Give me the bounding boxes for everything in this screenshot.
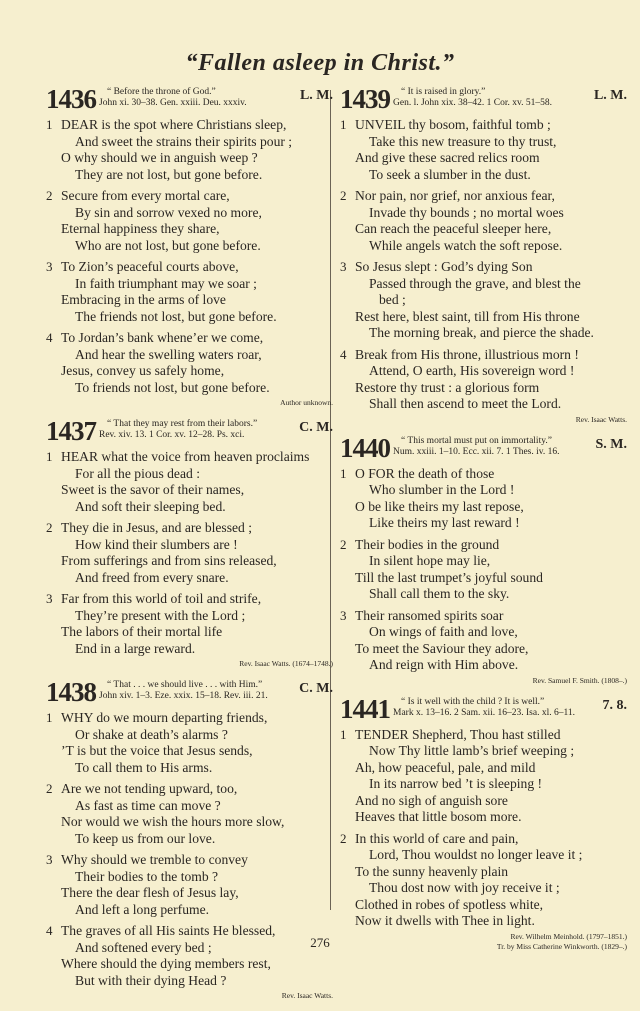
verse-line: Attend, O earth, His sovereign word ! bbox=[369, 363, 575, 378]
verse-line: Thou dost now with joy receive it ; bbox=[369, 880, 560, 895]
verse-line: O why should we in anguish weep ? bbox=[61, 150, 258, 165]
stanza-number: 2 bbox=[340, 536, 347, 552]
stanza-number: 3 bbox=[340, 259, 347, 274]
hymn-references bbox=[393, 435, 592, 458]
verse-line: To friends not lost, but gone before. bbox=[75, 379, 270, 395]
stanza bbox=[46, 781, 333, 847]
stanza bbox=[46, 591, 333, 657]
verse-line: O FOR the death of those bbox=[355, 465, 495, 481]
stanza bbox=[340, 259, 627, 342]
left-column bbox=[46, 86, 333, 1011]
verse-line: And hear the swelling waters roar, bbox=[75, 346, 262, 362]
stanza-number: 4 bbox=[46, 923, 53, 938]
verse-line: Like theirs my last reward ! bbox=[369, 515, 520, 530]
verse-line: There the dear flesh of Jesus lay, bbox=[61, 885, 239, 900]
verse-line: And softened every bed ; bbox=[75, 939, 212, 955]
hymn-author: Rev. Isaac Watts. bbox=[281, 991, 333, 1000]
verse-line: Sweet is the savor of their names, bbox=[61, 482, 245, 497]
stanza-number: 3 bbox=[46, 259, 53, 274]
verse-line: Nor pain, nor grief, nor anxious fear, bbox=[355, 188, 555, 203]
hymn bbox=[46, 679, 333, 1001]
verse-line: Are we not tending upward, too, bbox=[61, 781, 238, 796]
stanza-lines bbox=[61, 520, 333, 586]
hymn-epigraph: “ It is raised in glory.” bbox=[401, 87, 486, 97]
hymn-author: Rev. Isaac Watts. (1674–1748.) bbox=[239, 659, 333, 668]
stanza-number: 1 bbox=[340, 117, 347, 132]
verse-line: As fast as time can move ? bbox=[75, 797, 221, 813]
verse-line: In silent hope may lie, bbox=[369, 553, 491, 568]
stanza-lines bbox=[61, 449, 333, 515]
stanza bbox=[340, 608, 627, 674]
stanza bbox=[46, 188, 333, 254]
stanza bbox=[340, 466, 627, 532]
hymn-epigraph: “ This mortal must put on immortality.” bbox=[401, 435, 552, 446]
hymn bbox=[340, 432, 627, 686]
hymn-number: 1436 bbox=[46, 84, 96, 114]
hymn-epigraph: “ That they may rest from their labors.” bbox=[107, 419, 258, 429]
hymn-meter: 7. 8. bbox=[602, 697, 627, 713]
stanza bbox=[340, 188, 627, 254]
hymn-translator: Tr. by Miss Catherine Winkworth. (1829–.) bbox=[496, 941, 627, 951]
verse-line: To keep us from our love. bbox=[75, 830, 216, 846]
verse-line: And give these sacred relics room bbox=[355, 150, 540, 165]
hymn-epigraph: “ That . . . we should live . . . with Him.” bbox=[107, 680, 263, 690]
verse-line: DEAR is the spot where Christians sleep, bbox=[61, 117, 287, 132]
stanza bbox=[46, 449, 333, 515]
verse-line: Restore thy trust : a glorious form bbox=[355, 379, 540, 395]
hymn-scripture: Gen. l. John xix. 38–42. 1 Cor. xv. 51–58. bbox=[393, 98, 553, 108]
hymn-number: 1441 bbox=[340, 693, 390, 724]
hymn-number: 1438 bbox=[46, 677, 96, 707]
hymn-scripture: John xiv. 1–3. Eze. xxix. 15–18. Rev. iii. 21. bbox=[99, 691, 268, 701]
verse-line: Who are not lost, but gone before. bbox=[75, 237, 261, 253]
hymn-meter: C. M. bbox=[299, 681, 333, 696]
stanza-lines bbox=[61, 188, 333, 254]
hymn-scripture: Mark x. 13–16. 2 Sam. xii. 16–23. Isa. xl. 6–11. bbox=[393, 707, 575, 718]
hymn bbox=[46, 418, 333, 669]
verse-line: And sweet the strains their spirits pour ; bbox=[75, 133, 293, 149]
verse-line: Clothed in robes of spotless white, bbox=[355, 896, 544, 912]
stanza bbox=[46, 117, 333, 183]
verse-line: ’T is but the voice that Jesus sends, bbox=[61, 743, 253, 758]
stanza-lines bbox=[355, 188, 627, 254]
verse-line: Can reach the peaceful sleeper here, bbox=[355, 221, 552, 236]
stanza-number: 3 bbox=[46, 852, 53, 867]
verse-line: End in a large reward. bbox=[75, 640, 196, 656]
verse-line: Far from this world of toil and strife, bbox=[61, 591, 262, 606]
stanza-lines bbox=[61, 591, 333, 657]
verse-line: And soft their sleeping bed. bbox=[75, 498, 226, 514]
verse-line: On wings of faith and love, bbox=[369, 624, 518, 639]
verse-line: Now it dwells with Thee in light. bbox=[355, 913, 535, 928]
verse-line: HEAR what the voice from heaven proclaims bbox=[61, 449, 310, 464]
verse-line: While angels watch the soft repose. bbox=[369, 237, 563, 253]
hymn bbox=[46, 86, 333, 408]
verse-line: Heaves that little bosom more. bbox=[355, 809, 522, 824]
hymn-meter: L. M. bbox=[299, 88, 333, 103]
hymn bbox=[340, 86, 627, 425]
hymn-number: 1437 bbox=[46, 416, 96, 446]
verse-line: To Zion’s peaceful courts above, bbox=[61, 259, 239, 274]
stanza-number: 2 bbox=[46, 520, 53, 535]
hymn-scripture: Rev. xiv. 13. 1 Cor. xv. 12–28. Ps. xci. bbox=[99, 430, 245, 440]
verse-line: And reign with Him above. bbox=[369, 657, 519, 672]
verse-line: So Jesus slept : God’s dying Son bbox=[355, 259, 533, 274]
verse-line: Their bodies to the tomb ? bbox=[75, 868, 219, 884]
hymn-number: 1439 bbox=[340, 84, 390, 114]
hymn-epigraph: “ Is it well with the child ? It is well.” bbox=[401, 696, 545, 707]
stanza-lines bbox=[61, 710, 333, 776]
verse-line: To the sunny heavenly plain bbox=[355, 863, 509, 879]
stanza bbox=[340, 831, 627, 930]
verse-line: Now Thy little lamb’s brief weeping ; bbox=[369, 743, 575, 758]
hymn-meter: C. M. bbox=[299, 420, 333, 435]
verse-line: And no sigh of anguish sore bbox=[355, 792, 508, 808]
stanza bbox=[340, 347, 627, 413]
hymn-number: 1440 bbox=[340, 432, 390, 463]
verse-line: In faith triumphant may we soar ; bbox=[75, 275, 257, 291]
hymn-meter: L. M. bbox=[593, 88, 627, 103]
stanza-lines bbox=[61, 923, 333, 989]
verse-line: TENDER Shepherd, Thou hast stilled bbox=[355, 726, 561, 742]
stanza-number: 1 bbox=[340, 465, 347, 481]
stanza-number: 4 bbox=[46, 330, 53, 345]
verse-line: In its narrow bed ’t is sleeping ! bbox=[369, 776, 543, 791]
stanza-lines bbox=[355, 117, 627, 183]
verse-line: Secure from every mortal care, bbox=[61, 188, 230, 203]
verse-line: They’re present with the Lord ; bbox=[75, 607, 246, 623]
hymn-scripture: John xi. 30–38. Gen. xxiii. Deu. xxxiv. bbox=[99, 98, 247, 108]
verse-line: Lord, Thou wouldst no longer leave it ; bbox=[369, 847, 583, 862]
stanza-number: 2 bbox=[46, 781, 53, 796]
stanza-number: 1 bbox=[46, 449, 53, 464]
verse-line: The labors of their mortal life bbox=[61, 624, 223, 639]
hymn-author: Rev. Wilhelm Meinhold. (1797–1851.) bbox=[510, 931, 627, 941]
hymn-header bbox=[46, 418, 333, 444]
verse-line: Eternal happiness they share, bbox=[61, 221, 220, 236]
stanza-lines bbox=[355, 537, 627, 603]
stanza-lines bbox=[61, 781, 333, 847]
hymn-author: Author unknown. bbox=[280, 398, 333, 407]
stanza bbox=[46, 710, 333, 776]
verse-line: UNVEIL thy bosom, faithful tomb ; bbox=[355, 117, 551, 132]
verse-line: For all the pious dead : bbox=[75, 465, 200, 481]
hymn-header bbox=[46, 679, 333, 705]
verse-line: And freed from every snare. bbox=[75, 569, 229, 585]
stanza-number: 1 bbox=[340, 726, 347, 742]
verse-line: Till the last trumpet’s joyful sound bbox=[355, 569, 543, 585]
hymn-header bbox=[46, 86, 333, 112]
stanza-lines bbox=[355, 727, 627, 826]
hymn-references bbox=[99, 86, 296, 109]
verse-line: Who slumber in the Lord ! bbox=[369, 482, 515, 497]
verse-line: And left a long perfume. bbox=[75, 901, 210, 917]
verse-line: O be like theirs my last repose, bbox=[355, 498, 524, 514]
verse-line: Their bodies in the ground bbox=[355, 536, 500, 552]
verse-line: bed ; bbox=[379, 292, 406, 307]
hymn-scripture: Num. xxiii. 1–10. Ecc. xii. 7. 1 Thes. iv. 16. bbox=[393, 446, 560, 457]
hymn-meter: S. M. bbox=[595, 436, 627, 452]
stanza bbox=[46, 330, 333, 396]
right-column bbox=[340, 86, 627, 962]
verse-line: The morning break, and pierce the shade. bbox=[369, 325, 594, 340]
stanza-lines bbox=[61, 259, 333, 325]
hymn-header bbox=[340, 432, 627, 463]
hymn-references bbox=[99, 679, 295, 702]
verse-line: WHY do we mourn departing friends, bbox=[61, 710, 268, 725]
hymn-references bbox=[393, 86, 590, 109]
verse-line: The graves of all His saints He blessed, bbox=[61, 923, 276, 938]
verse-line: Nor would we wish the hours more slow, bbox=[61, 814, 285, 829]
verse-line: Invade thy bounds ; no mortal woes bbox=[369, 204, 564, 220]
stanza bbox=[46, 259, 333, 325]
verse-line: The friends not lost, but gone before. bbox=[75, 308, 277, 324]
verse-line: Rest here, blest saint, till from His throne bbox=[355, 308, 580, 324]
stanza-number: 1 bbox=[46, 710, 53, 725]
verse-line: They are not lost, but gone before. bbox=[75, 166, 263, 182]
stanza-number: 1 bbox=[46, 117, 53, 132]
hymn-header bbox=[340, 693, 627, 724]
verse-line: To Jordan’s bank whene’er we come, bbox=[61, 330, 264, 345]
stanza-lines bbox=[61, 330, 333, 396]
hymn-references bbox=[99, 418, 295, 441]
stanza-lines bbox=[355, 347, 627, 413]
stanza-number: 3 bbox=[340, 607, 347, 623]
verse-line: To seek a slumber in the dust. bbox=[369, 166, 531, 182]
verse-line: Their ransomed spirits soar bbox=[355, 607, 504, 623]
verse-line: Embracing in the arms of love bbox=[61, 292, 226, 307]
verse-line: In this world of care and pain, bbox=[355, 830, 519, 846]
stanza bbox=[46, 520, 333, 586]
stanza-lines bbox=[355, 608, 627, 674]
verse-line: But with their dying Head ? bbox=[75, 972, 227, 988]
verse-line: Ah, how peaceful, pale, and mild bbox=[355, 759, 536, 775]
verse-line: By sin and sorrow vexed no more, bbox=[75, 204, 262, 220]
hymn-author: Rev. Isaac Watts. bbox=[575, 414, 627, 424]
stanza bbox=[340, 727, 627, 826]
verse-line: From sufferings and from sins released, bbox=[61, 553, 277, 568]
stanza-number: 2 bbox=[340, 830, 347, 846]
stanza bbox=[46, 852, 333, 918]
verse-line: Shall call them to the sky. bbox=[369, 586, 510, 601]
hymn-references bbox=[393, 696, 599, 719]
verse-line: Take this new treasure to thy trust, bbox=[369, 133, 557, 149]
verse-line: They die in Jesus, and are blessed ; bbox=[61, 520, 253, 535]
stanza-number: 2 bbox=[46, 188, 53, 203]
hymn-epigraph: “ Before the throne of God.” bbox=[107, 87, 216, 97]
stanza-lines bbox=[355, 831, 627, 930]
stanza-lines bbox=[355, 259, 627, 342]
verse-line: Where should the dying members rest, bbox=[61, 956, 271, 971]
verse-line: Or shake at death’s alarms ? bbox=[75, 726, 228, 742]
verse-line: To meet the Saviour they adore, bbox=[355, 640, 529, 656]
stanza-number: 4 bbox=[340, 346, 347, 362]
hymn bbox=[340, 693, 627, 952]
stanza-lines bbox=[61, 852, 333, 918]
verse-line: To call them to His arms. bbox=[75, 759, 213, 775]
verse-line: Break from His throne, illustrious morn ! bbox=[355, 346, 579, 362]
verse-line: Why should we tremble to convey bbox=[61, 852, 248, 867]
verse-line: Passed through the grave, and blest the bbox=[369, 275, 581, 291]
stanza-number: 3 bbox=[46, 591, 53, 606]
page-title: “Fallen asleep in Christ.” bbox=[185, 50, 455, 76]
verse-line: Shall then ascend to meet the Lord. bbox=[369, 396, 562, 411]
stanza bbox=[340, 117, 627, 183]
stanza-lines bbox=[355, 466, 627, 532]
hymn-author: Rev. Samuel F. Smith. (1808–.) bbox=[532, 675, 627, 685]
page-number: 276 bbox=[310, 935, 330, 950]
stanza bbox=[46, 923, 333, 989]
verse-line: How kind their slumbers are ! bbox=[75, 536, 238, 552]
verse-line: Jesus, convey us safely home, bbox=[61, 363, 225, 378]
stanza-lines bbox=[61, 117, 333, 183]
stanza bbox=[340, 537, 627, 603]
stanza-number: 2 bbox=[340, 188, 347, 203]
hymn-header bbox=[340, 86, 627, 112]
